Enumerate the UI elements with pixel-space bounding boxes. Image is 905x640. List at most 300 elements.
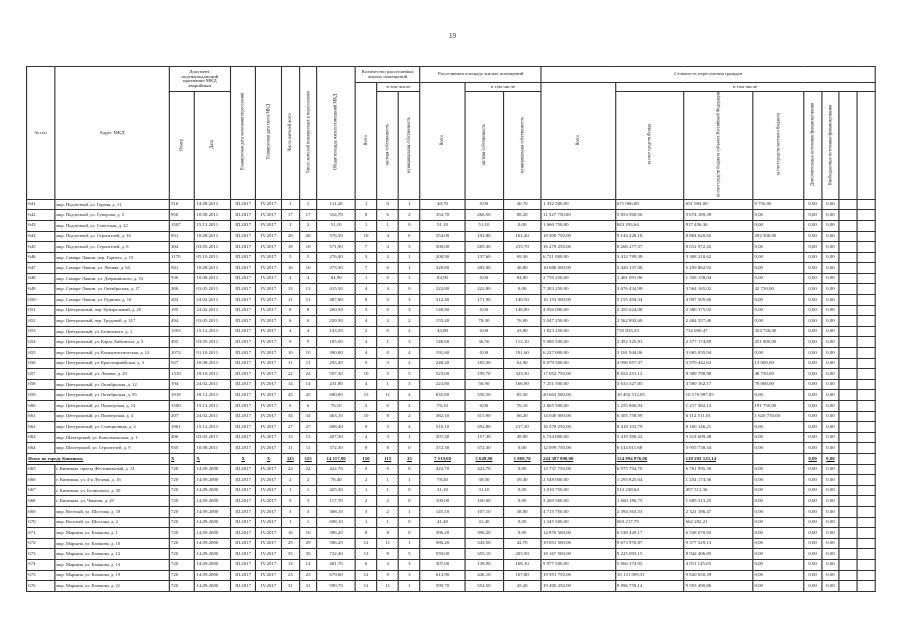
cell-area: 463,10 xyxy=(317,411,355,422)
cell-c1: 13 737 750,00 xyxy=(541,464,615,475)
cell-k3: 2 xyxy=(399,326,421,337)
cell-blank xyxy=(839,284,857,295)
cell-q1: III.2017 xyxy=(230,485,255,496)
cell-k3: 3 xyxy=(399,559,421,570)
cell-blank xyxy=(839,252,857,263)
cell-k1: 7 xyxy=(355,242,377,253)
cell-date: 15.12.2011 xyxy=(195,422,231,433)
cell-c4 xyxy=(753,453,804,464)
cell-k3: 35 xyxy=(399,453,421,464)
cell-c2: 3 412 789,38 xyxy=(615,252,684,263)
cell-num: 720 xyxy=(169,528,194,539)
cell-c6: 0,00 xyxy=(822,326,840,337)
cell-r1: 2 xyxy=(281,475,299,486)
cell-s1: 523,00 xyxy=(420,369,465,380)
cell-c4: 0,00 xyxy=(753,443,804,454)
cell-area: 680,00 xyxy=(317,390,355,401)
cell-s2: 282,00 xyxy=(465,263,503,274)
cell-c5: 0,00 xyxy=(804,295,822,306)
cell-k1: 4 xyxy=(355,348,377,359)
cell-c6: 0,00 xyxy=(822,422,840,433)
cell-q2: IV.2017 xyxy=(256,559,281,570)
cell-r2: 16 xyxy=(299,263,317,274)
cell-r1: 4 xyxy=(281,326,299,337)
cell-c4: 0,00 xyxy=(753,464,804,475)
cell-num: 1072 xyxy=(169,348,194,359)
cell-area: 571,90 xyxy=(317,242,355,253)
cell-k1: 2 xyxy=(355,401,377,412)
cell-n: 648 xyxy=(27,273,55,284)
cell-c6: 0,00 xyxy=(822,210,840,221)
cell-k3: 0 xyxy=(399,485,421,496)
cell-k1: 150 xyxy=(355,453,377,464)
cell-s1: 76,10 xyxy=(420,401,465,412)
cell-area: 76,10 xyxy=(317,401,355,412)
table-row xyxy=(27,411,876,422)
cell-addr: мкр. Марьяна, ул. Казакова, д. 14 xyxy=(55,559,170,570)
cell-k1: 4 xyxy=(355,432,377,443)
cell-k2: 4 xyxy=(377,231,399,242)
cell-k3: 4 xyxy=(399,348,421,359)
cell-k2: 5 xyxy=(377,422,399,433)
cell-r1: 31 xyxy=(281,581,299,592)
cell-c6: 0,00 xyxy=(822,379,840,390)
cell-c2: 8 654 251,12 xyxy=(615,369,684,380)
cell-num: 720 xyxy=(169,549,194,560)
cell-c3: 6 338 070,83 xyxy=(684,528,753,539)
cell-blank xyxy=(839,464,857,475)
cell-c3: 4 911 125,05 xyxy=(684,559,753,570)
cell-n: 669 xyxy=(27,506,55,517)
cell-k2: 2 xyxy=(377,316,399,327)
table-row xyxy=(27,538,876,549)
cell-r1: 14 xyxy=(281,559,299,570)
cell-q2: IV.2017 xyxy=(256,231,281,242)
cell-c2: 9 896 759,14 xyxy=(615,581,684,592)
cell-s3: 1 869,70 xyxy=(503,453,541,464)
cell-k1: 8 xyxy=(355,295,377,306)
cell-area: 372,30 xyxy=(317,443,355,454)
cell-k3: 3 xyxy=(399,379,421,390)
cell-date: 10.08.2011 xyxy=(195,443,231,454)
cell-k2: 0 xyxy=(377,401,399,412)
cell-r2: 1 xyxy=(299,199,317,210)
cell-s3: 217,30 xyxy=(503,422,541,433)
cell-s3: 66,20 xyxy=(503,411,541,422)
cell-k3: 0 xyxy=(399,517,421,528)
cell-k1: 5 xyxy=(355,358,377,369)
cell-c5: 0,00 xyxy=(804,528,822,539)
cell-date: 03.05.2011 xyxy=(195,316,231,327)
cell-c6: 0,00 xyxy=(822,485,840,496)
cell-s3: 0,00 xyxy=(503,443,541,454)
cell-k3: 5 xyxy=(399,549,421,560)
cell-blank xyxy=(857,453,875,464)
cell-s1: 145,10 xyxy=(420,506,465,517)
cell-c4: 251 000,00 xyxy=(753,337,804,348)
cell-q1: III.2017 xyxy=(230,252,255,263)
cell-num: 1310 xyxy=(169,369,194,380)
cell-s3: 112,10 xyxy=(503,337,541,348)
cell-s3: 166,90 xyxy=(503,379,541,390)
cell-c2: 3 633 327,85 xyxy=(615,379,684,390)
cell-addr: мкр. Центральный, ул. Белинского, д. 1 xyxy=(55,326,170,337)
cell-q2: IV.2017 xyxy=(256,210,281,221)
cell-c3: 651 984,00 xyxy=(684,199,753,210)
table-row xyxy=(27,326,876,337)
cell-c5: 0,00 xyxy=(804,210,822,221)
cell-c4: 48 750,00 xyxy=(753,369,804,380)
cell-blank xyxy=(839,528,857,539)
cell-q2: IV.2017 xyxy=(256,538,281,549)
cell-area: 207,30 xyxy=(317,432,355,443)
cell-n: 671 xyxy=(27,528,55,539)
cell-r1: 1 xyxy=(281,517,299,528)
cell-c1: 7 283 250,00 xyxy=(541,284,615,295)
cell-date: 24.02.2011 xyxy=(195,411,231,422)
table-row xyxy=(27,496,876,507)
table-row xyxy=(27,443,876,454)
cell-s2: 78,30 xyxy=(465,316,503,327)
cell-blank xyxy=(857,390,875,401)
cell-r2: 4 xyxy=(299,273,317,284)
cell-c3: 732 690,47 xyxy=(684,326,753,337)
cell-c6: 0,00 xyxy=(822,242,840,253)
cell-addr: мкр. Веселый, ул. Шостака, д. 18 xyxy=(55,506,170,517)
cell-blank xyxy=(857,443,875,454)
cell-c6: 0,00 xyxy=(822,348,840,359)
cell-k3: 1 xyxy=(399,506,421,517)
cost-total-header: Всего xyxy=(541,83,615,200)
doc-number-header: Номер xyxy=(169,92,194,200)
cell-c6: 0,00 xyxy=(822,295,840,306)
cell-addr: мкр. Марьяна, ул. Казакова, д. 12 xyxy=(55,549,170,560)
cell-s3: 167,80 xyxy=(503,570,541,581)
cell-date: 24.02.2011 xyxy=(195,295,231,306)
table-row xyxy=(27,337,876,348)
cell-s3: 168,10 xyxy=(503,559,541,570)
cell-k1: 4 xyxy=(355,284,377,295)
cell-q1: III.2017 xyxy=(230,273,255,284)
cell-q2: IV.2017 xyxy=(256,295,281,306)
cell-date: 03.05.2011 xyxy=(195,337,231,348)
cell-r1: 11 xyxy=(281,358,299,369)
cell-c6: 0,00 xyxy=(822,528,840,539)
cell-num: 720 xyxy=(169,475,194,486)
cell-addr: мкр. Самаро-Лашин, ул. Рудника, д. 16 xyxy=(55,295,170,306)
cell-c3: 8 389 798,88 xyxy=(684,369,753,380)
cell-num: 720 xyxy=(169,496,194,507)
cell-n: 666 xyxy=(27,475,55,486)
cell-num: 495 xyxy=(169,337,194,348)
cell-c6: 0,00 xyxy=(822,464,840,475)
cell-area: 415,50 xyxy=(317,284,355,295)
cell-addr: мкр. Центральный, пер. Центральный, д. 20 xyxy=(55,305,170,316)
cell-n: 641 xyxy=(27,199,55,210)
cell-c5: 0,00 xyxy=(804,273,822,284)
table-row xyxy=(27,273,876,284)
cell-r2: 17 xyxy=(299,210,317,221)
cell-k2: 9 xyxy=(377,464,399,475)
cell-q1: III.2017 xyxy=(230,348,255,359)
cell-c5: 0,00 xyxy=(804,443,822,454)
cell-k3: 0 xyxy=(399,496,421,507)
cell-n: 660 xyxy=(27,401,55,412)
cell-date: 14.09.2000 xyxy=(195,475,231,486)
cell-blank xyxy=(857,295,875,306)
cell-q2: IV.2017 xyxy=(256,411,281,422)
cell-s1: 635,80 xyxy=(420,390,465,401)
area-municipal-header: муниципальная собственность xyxy=(503,92,541,200)
cell-q2: IV.2017 xyxy=(256,443,281,454)
cell-c5: 0,00 xyxy=(804,348,822,359)
cell-q1: III.2017 xyxy=(230,443,255,454)
cell-num: 720 xyxy=(169,559,194,570)
cell-k2: 11 xyxy=(377,390,399,401)
cell-c3: 120 292 123,14 xyxy=(684,453,753,464)
cell-s1: 312,40 xyxy=(420,295,465,306)
cell-date: 24.02.2011 xyxy=(195,379,231,390)
cell-s3: 0,00 xyxy=(503,517,541,528)
cell-c5: 0,00 xyxy=(804,411,822,422)
cell-c1: 12 876 500,00 xyxy=(541,528,615,539)
cell-date: 10.08.2011 xyxy=(195,210,231,221)
cell-s3: 0,00 xyxy=(503,464,541,475)
cell-blank xyxy=(857,401,875,412)
cell-s2: 396,20 xyxy=(465,528,503,539)
cell-q2: IV.2017 xyxy=(256,517,281,528)
cell-c2: 8 418 103,79 xyxy=(615,422,684,433)
cell-area: 84,90 xyxy=(317,273,355,284)
cell-c6: 0,00 xyxy=(822,252,840,263)
cell-c2: 1 401 091,96 xyxy=(615,273,684,284)
cell-blank xyxy=(839,485,857,496)
cell-date: 24.02.2011 xyxy=(195,305,231,316)
cell-n: 650 xyxy=(27,295,55,306)
cell-r1: 29 xyxy=(281,538,299,549)
cell-s1: 307,00 xyxy=(420,559,465,570)
cell-c1: 7 251 500,00 xyxy=(541,379,615,390)
cell-c1: 4 715 750,00 xyxy=(541,506,615,517)
cell-k3: 6 xyxy=(399,231,421,242)
cell-c3: 9 377 529,13 xyxy=(684,538,753,549)
cell-s1: 43,80 xyxy=(420,326,465,337)
cell-c5: 0,00 xyxy=(804,316,822,327)
cell-c1: 17 052 750,00 xyxy=(541,369,615,380)
cell-s3: 38,00 xyxy=(503,506,541,517)
cell-s1: 500,00 xyxy=(420,242,465,253)
cell-c1: 3 269 500,00 xyxy=(541,496,615,507)
cell-c3: 6 761 995,30 xyxy=(684,464,753,475)
cell-q1: III.2017 xyxy=(230,517,255,528)
table-row xyxy=(27,379,876,390)
cell-c5: 0,00 xyxy=(804,581,822,592)
cell-addr: мкр. Подлесный, ул. Горная, д. 11 xyxy=(55,199,170,210)
cell-c5: 0,00 xyxy=(804,369,822,380)
cell-c5: 0,00 xyxy=(804,549,822,560)
cell-num: X xyxy=(169,453,194,464)
cell-blank xyxy=(857,284,875,295)
cell-area: 293,20 xyxy=(317,358,355,369)
cell-q1: III.2017 xyxy=(230,559,255,570)
cell-c4: 191 750,00 xyxy=(753,401,804,412)
cell-area: 368,10 xyxy=(317,506,355,517)
cell-num: 516 xyxy=(169,199,194,210)
cell-num: 1500 xyxy=(169,401,194,412)
cell-num: 494 xyxy=(169,316,194,327)
cell-area: 396,20 xyxy=(317,528,355,539)
cell-num: 936 xyxy=(169,273,194,284)
cell-c3: 6 112 511,01 xyxy=(684,411,753,422)
cell-k3: 3 xyxy=(399,337,421,348)
cell-blank xyxy=(857,485,875,496)
cell-area: 373,30 xyxy=(317,263,355,274)
table-row xyxy=(27,432,876,443)
cell-c2: 2 562 892,60 xyxy=(615,316,684,327)
cell-c1: 6 227 000,00 xyxy=(541,348,615,359)
cell-c1: 18 300 750,00 xyxy=(541,231,615,242)
cell-c5: 0,00 xyxy=(804,252,822,263)
cell-c2: 9 144 228,18 xyxy=(615,231,684,242)
cell-c4: 0,00 xyxy=(753,485,804,496)
cell-addr: мкр. Самаро-Лашин, пер. Горного, д. 15 xyxy=(55,252,170,263)
cell-r1: 23 xyxy=(281,570,299,581)
cell-s3: 191,60 xyxy=(503,348,541,359)
cell-s2: 157,30 xyxy=(465,432,503,443)
cell-c5: 0,00 xyxy=(804,475,822,486)
cell-r1: 22 xyxy=(281,464,299,475)
cell-k2: 8 xyxy=(377,549,399,560)
table-row xyxy=(27,369,876,380)
cell-r2: 1 xyxy=(299,517,317,528)
table-row xyxy=(27,559,876,570)
cell-k2: 115 xyxy=(377,453,399,464)
cell-q1: III.2017 xyxy=(230,210,255,221)
cell-k1: 13 xyxy=(355,549,377,560)
cell-n: 642 xyxy=(27,210,55,221)
cell-c1: 8 079 500,00 xyxy=(541,358,615,369)
cell-s1: 84,90 xyxy=(420,273,465,284)
cell-num: 306 xyxy=(169,284,194,295)
cell-s2: 0,00 xyxy=(465,326,503,337)
cell-q2: X xyxy=(256,453,281,464)
cell-blank xyxy=(839,570,857,581)
cell-k3: 2 xyxy=(399,401,421,412)
cell-num: 941 xyxy=(169,263,194,274)
cell-c5: 0,00 xyxy=(804,422,822,433)
cell-c2: 843 293,64 xyxy=(615,220,684,231)
cell-k3: 5 xyxy=(399,369,421,380)
cell-k1: 1 xyxy=(355,273,377,284)
table-row xyxy=(27,295,876,306)
cell-s1: 559,00 xyxy=(420,549,465,560)
cell-c4: 78 000,00 xyxy=(753,379,804,390)
cell-c6: 0,00 xyxy=(822,199,840,210)
cell-q2: IV.2017 xyxy=(256,390,281,401)
cell-s3: 0,00 xyxy=(503,528,541,539)
cell-c6: 0,00 xyxy=(822,411,840,422)
cell-k1: 4 xyxy=(355,379,377,390)
cell-c3: 1 217 382,12 xyxy=(684,401,753,412)
cell-c5: 0,00 xyxy=(804,401,822,412)
cell-s1: 41,40 xyxy=(420,517,465,528)
subtotal-label: Итого по городу Кинешма: xyxy=(27,453,170,464)
cell-k3: 1 xyxy=(399,475,421,486)
table-row xyxy=(27,390,876,401)
cell-s3: 49,90 xyxy=(503,432,541,443)
cell-c2: 513 238,64 xyxy=(615,485,684,496)
cell-c6: 0,00 xyxy=(822,581,840,592)
cell-s2: 222,80 xyxy=(465,284,503,295)
cell-s2: 554,50 xyxy=(465,581,503,592)
cell-k3: 3 xyxy=(399,295,421,306)
table-row xyxy=(27,422,876,433)
cell-q2: IV.2017 xyxy=(256,581,281,592)
cell-q1: X xyxy=(230,453,255,464)
cell-c3: 8 864 020,82 xyxy=(684,231,753,242)
cell-c6: 0,00 xyxy=(822,538,840,549)
cell-addr: мкр. Центральный, ул. Ленина, д. 20 xyxy=(55,369,170,380)
cost-extra2-header: Внебюджетные источники финансирования xyxy=(822,92,840,200)
cell-s1: 328,80 xyxy=(420,263,465,274)
cell-r1: 15 xyxy=(281,432,299,443)
cell-addr: г. Кинешма, ул. Чапаева, д. 29 xyxy=(55,496,170,507)
cell-blank xyxy=(857,199,875,210)
cell-c6: 0,00 xyxy=(822,559,840,570)
cell-addr: мкр. Центральный, ул. Коммунистическая, д. 12 xyxy=(55,348,170,359)
cell-k1: 12 xyxy=(355,581,377,592)
cell-num: 1918 xyxy=(169,390,194,401)
cell-blank xyxy=(839,369,857,380)
cell-q1: III.2017 xyxy=(230,581,255,592)
cell-s1: 51,10 xyxy=(420,220,465,231)
cell-s3: 148,80 xyxy=(503,305,541,316)
cell-s2: 185,30 xyxy=(465,358,503,369)
cell-k1: 1 xyxy=(355,199,377,210)
cell-addr: мкр. Центральный, ул. Станционная, д. 4 xyxy=(55,422,170,433)
cell-c1: 12 099 750,00 xyxy=(541,443,615,454)
cell-k3: 1 xyxy=(399,273,421,284)
cell-date: 14.09.2000 xyxy=(195,485,231,496)
cell-blank xyxy=(839,273,857,284)
table-row xyxy=(27,305,876,316)
cell-num: 207 xyxy=(169,411,194,422)
cell-c2: 2 455 624,08 xyxy=(615,305,684,316)
cell-num: 720 xyxy=(169,485,194,496)
cell-k2: 0 xyxy=(377,326,399,337)
cell-r2: 8 xyxy=(299,305,317,316)
cell-s2: 51,10 xyxy=(465,220,503,231)
cell-s2: 422,70 xyxy=(465,464,503,475)
cell-c4: 0,00 xyxy=(753,559,804,570)
cell-c5: 0,00 xyxy=(804,506,822,517)
cost-extra-header: Дополнительные источники финансирования xyxy=(804,92,822,200)
cell-addr: мкр. Центральный, ул. Октябрьская, д. 12 xyxy=(55,379,170,390)
cell-date: 14.09.2000 xyxy=(195,517,231,528)
cell-n: 643 xyxy=(27,220,55,231)
cell-s2: 137,60 xyxy=(465,252,503,263)
cell-c1: 2 759 250,00 xyxy=(541,273,615,284)
doc-date-header: Дата xyxy=(195,92,231,200)
cell-s2: 138,90 xyxy=(465,559,503,570)
cell-num: 496 xyxy=(169,432,194,443)
cell-date: 14.09.2000 xyxy=(195,506,231,517)
cell-k1: 15 xyxy=(355,390,377,401)
cell-k1: 3 xyxy=(355,252,377,263)
cell-c5: 0,00 xyxy=(804,390,822,401)
cell-k2: 3 xyxy=(377,559,399,570)
cell-q2: IV.2017 xyxy=(256,549,281,560)
